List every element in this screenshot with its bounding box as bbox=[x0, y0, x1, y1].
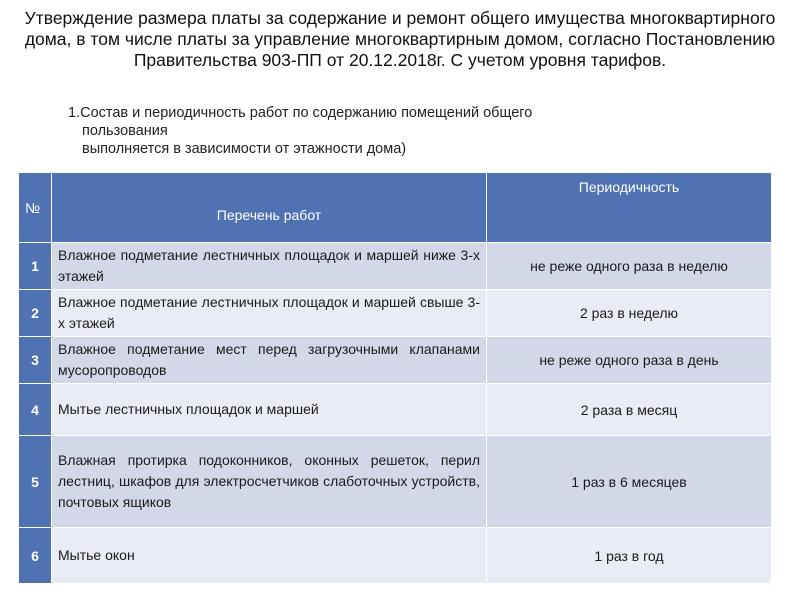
table-header-row bbox=[19, 173, 772, 243]
row-period: не реже одного раза в день bbox=[487, 337, 772, 384]
table-row bbox=[19, 384, 772, 436]
subtitle-line-1: 1.Состав и периодичность работ по содержанию помещений общего bbox=[68, 105, 533, 121]
row-period: 2 раз в неделю bbox=[487, 290, 772, 337]
row-period: 2 раза в месяц bbox=[487, 384, 772, 436]
row-num: 4 bbox=[19, 384, 52, 436]
row-period: 1 раз в год bbox=[487, 528, 772, 584]
works-table bbox=[18, 172, 772, 584]
row-num: 6 bbox=[19, 528, 52, 584]
table-row bbox=[19, 528, 772, 584]
row-work: Мытье лестничных площадок и маршей bbox=[52, 384, 487, 436]
row-num: 5 bbox=[19, 436, 52, 528]
row-work: Мытье окон bbox=[52, 528, 487, 584]
subtitle-line-3: выполняется в зависимости от этажности дома) bbox=[82, 141, 407, 157]
row-work: Влажная протирка подоконников, оконных решеток, перил лестниц, шкафов для электросчетчиков слаботочных устройств, почтовых ящиков bbox=[52, 436, 487, 528]
subtitle-line-2: пользования bbox=[82, 123, 168, 139]
row-work: Влажное подметание мест перед загрузочными клапанами мусоропроводов bbox=[52, 337, 487, 384]
table-row bbox=[19, 243, 772, 290]
row-num: 2 bbox=[19, 290, 52, 337]
header-period: Периодичность bbox=[487, 173, 772, 243]
row-work: Влажное подметание лестничных площадок и маршей свыше 3-х этажей bbox=[52, 290, 487, 337]
table-row bbox=[19, 436, 772, 528]
row-work: Влажное подметание лестничных площадок и маршей ниже 3-х этажей bbox=[52, 243, 487, 290]
header-work: Перечень работ bbox=[52, 173, 487, 243]
section-subtitle bbox=[68, 104, 668, 158]
table-row bbox=[19, 337, 772, 384]
page-title: Утверждение размера платы за содержание и ремонт общего имущества многоквартирного дома, в том числе платы за управление многоквартирным домом, согласно Постановлению Правительства 903-ПП от 20.12.2018г. С учетом уровня тарифов. bbox=[24, 8, 776, 70]
row-period: 1 раз в 6 месяцев bbox=[487, 436, 772, 528]
table-row bbox=[19, 290, 772, 337]
row-period: не реже одного раза в неделю bbox=[487, 243, 772, 290]
header-num: № bbox=[19, 173, 52, 243]
row-num: 1 bbox=[19, 243, 52, 290]
row-num: 3 bbox=[19, 337, 52, 384]
